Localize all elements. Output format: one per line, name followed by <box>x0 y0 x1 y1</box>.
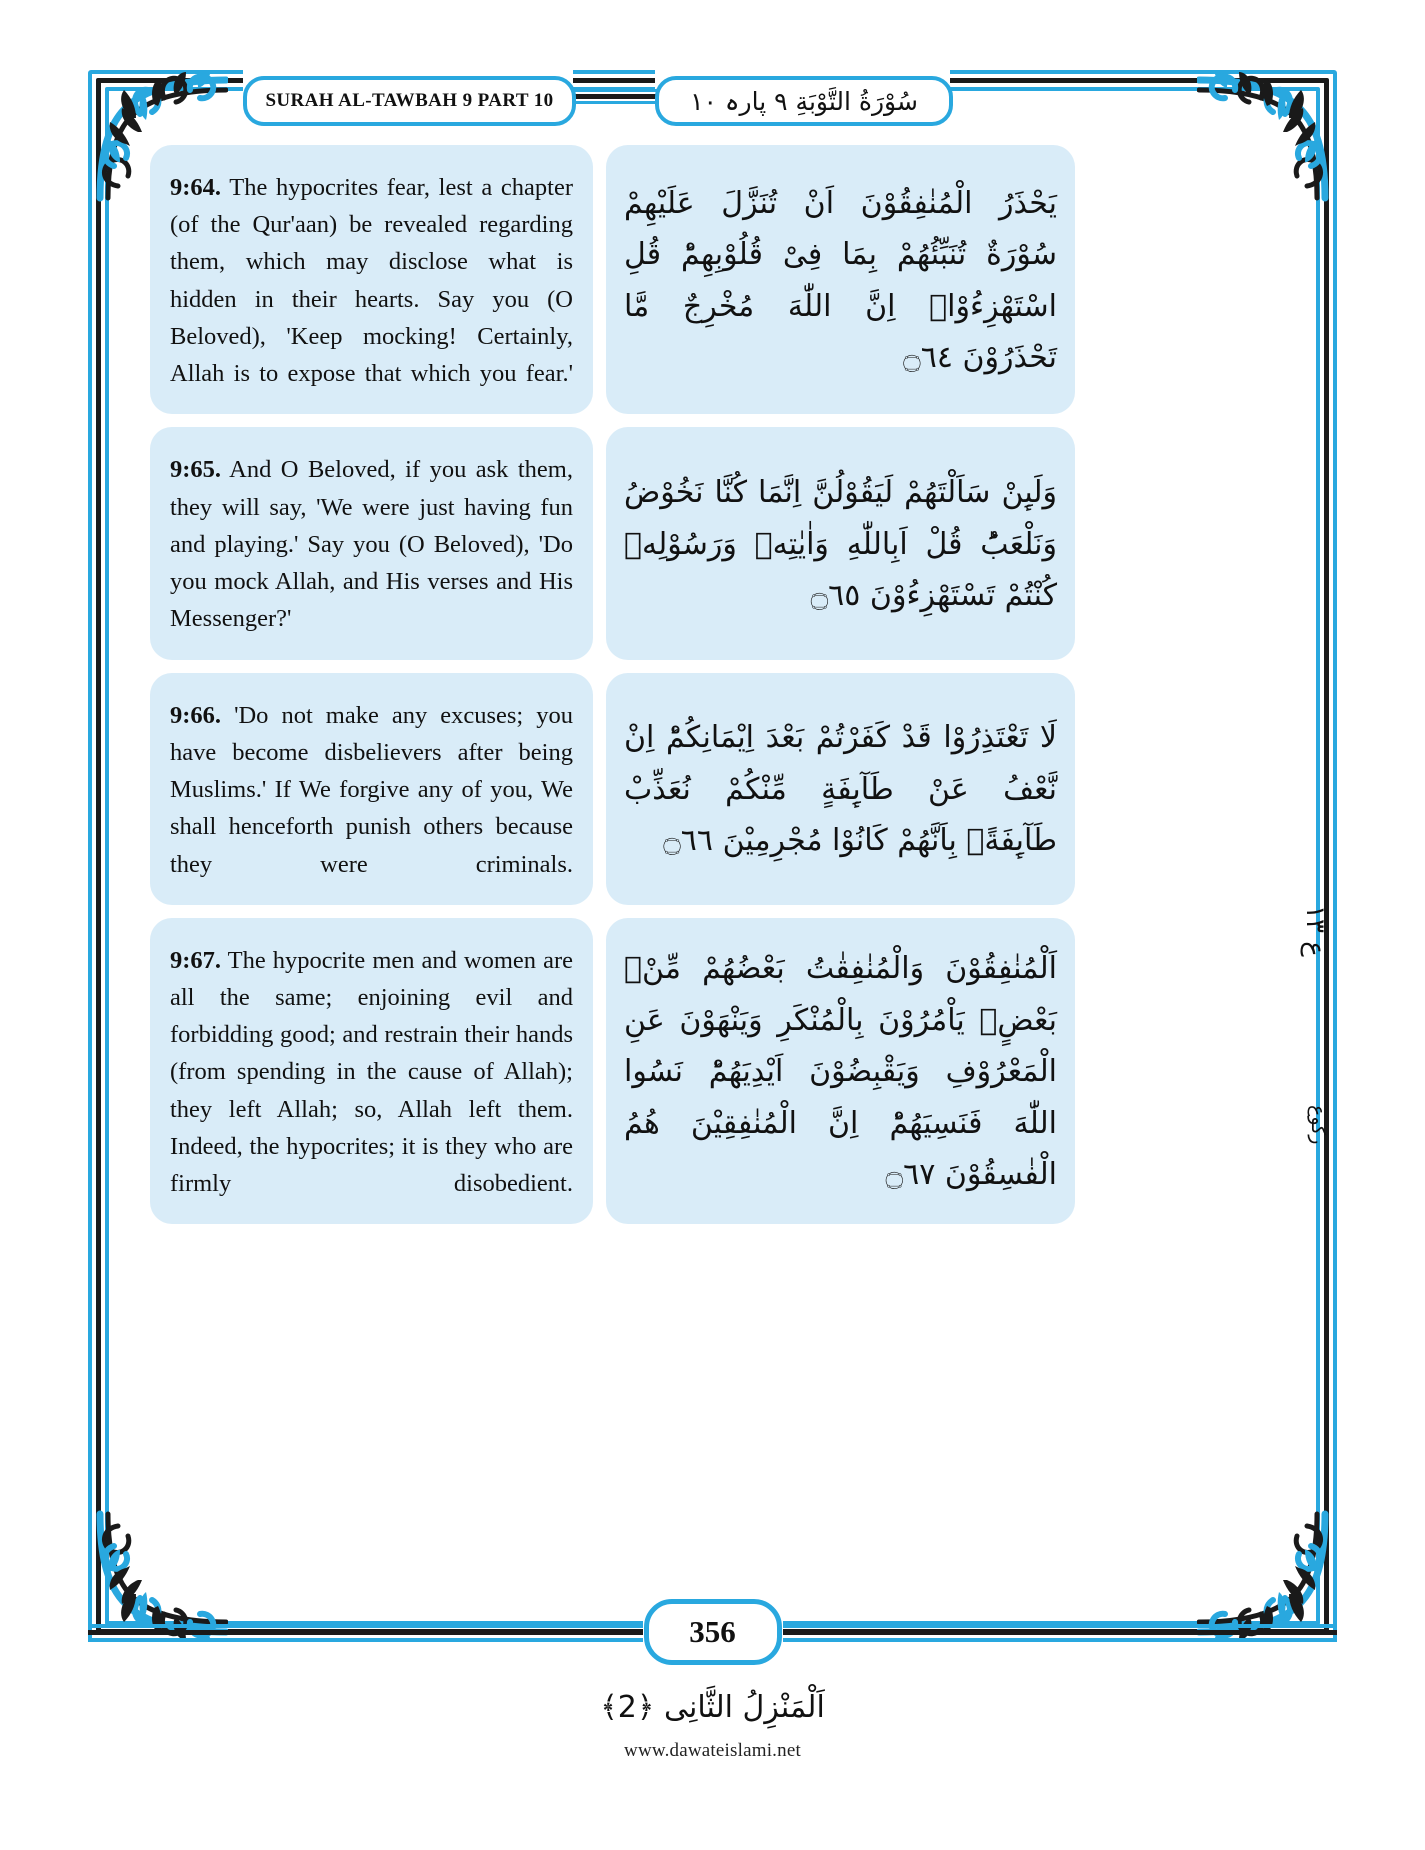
ruku-label: رکوع <box>1307 1105 1329 1145</box>
verse-arabic: اَلْمُنٰفِقُوْنَ وَالْمُنٰفِقٰتُ بَعْضُهُمْ مِّنْۢ بَعْضٍۘ يَاْمُرُوْنَ بِالْمُنْكَرِ وَيَنْهَوْنَ عَنِ الْمَعْرُوْفِ وَيَقْبِضُوْنَ اَيْدِيَهُمْؕ نَسُوا اللّٰهَ فَنَسِيَهُمْؕ اِنَّ الْمُنٰفِقِيْنَ هُمُ الْفٰسِقُوْنَ ۝٦٧ <box>624 951 1057 1193</box>
verse-number: 9:66. <box>170 701 222 729</box>
arabic-panel <box>606 145 1075 414</box>
surah-header-arabic <box>655 76 953 126</box>
arabic-panel <box>606 427 1075 659</box>
manzil-label: اَلْمَنْزِلُ الثَّانِی ﴿2﴾ <box>600 1690 825 1725</box>
verse-translation: The hypocrite men and women are all the same; enjoining evil and forbidding good; and restrain their hands (from spending in the cause of Allah); they left Allah; so, Allah left them. Indeed, the hypocrites; it is they who are firmly disobedient. <box>170 946 573 1198</box>
page-number-badge <box>644 1599 782 1665</box>
verse-arabic: وَلَىِٕنْ سَاَلْتَهُمْ لَيَقُوْلُنَّ اِنَّمَا كُنَّا نَخُوْضُ وَنَلْعَبُؕ قُلْ اَبِاللّٰهِ وَاٰيٰتِهٖ وَرَسُوْلِهٖ كُنْتُمْ تَسْتَهْزِءُوْنَ ۝٦٥ <box>624 475 1057 614</box>
arabic-panel <box>606 673 1075 905</box>
verse-arabic: يَحْذَرُ الْمُنٰفِقُوْنَ اَنْ تُنَزَّلَ عَلَيْهِمْ سُوْرَةٌ تُنَبِّئُهُمْ بِمَا فِیْ قُلُوْبِهِمْؕ قُلِ اسْتَهْزِءُوْاۚ اِنَّ اللّٰهَ مُخْرِجٌ مَّا تَحْذَرُوْنَ ۝٦٤ <box>624 185 1057 376</box>
website-label: www.dawateislami.net <box>624 1740 801 1761</box>
page-number: 356 <box>689 1614 736 1649</box>
verse-row <box>150 427 1075 659</box>
surah-header-english <box>243 76 576 126</box>
verse-number: 9:67. <box>170 946 222 974</box>
verse-translation: 'Do not make any excuses; you have become disbelievers after being Muslims.' If We forgive any of you, We shall henceforth punish others because they were criminals. <box>170 701 574 878</box>
arabic-panel <box>606 918 1075 1225</box>
header-connector-rule <box>560 89 668 105</box>
verse-translation: The hypocrites fear, lest a chapter (of the Qur'aan) be revealed regarding them, which may disclose what is hidden in their hearts. Say you (O Beloved), 'Keep mocking! Certainly, Allah is to expose that which you fear.' <box>170 174 573 388</box>
translation-panel <box>150 918 593 1225</box>
verse-number: 9:64. <box>170 174 222 201</box>
verse-list <box>150 145 1075 1224</box>
verse-row <box>150 145 1075 414</box>
verse-arabic: لَا تَعْتَذِرُوْا قَدْ كَفَرْتُمْ بَعْدَ اِيْمَانِكُمْؕ اِنْ نَّعْفُ عَنْ طَآىِٕفَةٍ مِّنْكُمْ نُعَذِّبْ طَآىِٕفَةًۢ بِاَنَّهُمْ كَانُوْا مُجْرِمِيْنَ ۝٦٦ <box>624 720 1057 859</box>
translation-panel <box>150 673 593 905</box>
surah-header-arabic-label: سُوْرَةُ التَّوْبَةِ ٩ پارہ ١٠ <box>690 86 918 116</box>
verse-translation: And O Beloved, if you ask them, they will say, 'We were just having fun and playing.' Say you (O Beloved), 'Do you mock Allah, and His verses and His Messenger?' <box>170 456 573 633</box>
surah-header-english-label: SURAH AL-TAWBAH 9 PART 10 <box>265 90 554 111</box>
ruku-marker: ع ١٣ <box>1300 905 1330 957</box>
verse-row <box>150 918 1075 1225</box>
verse-number: 9:65. <box>170 456 222 484</box>
translation-panel <box>150 145 593 414</box>
translation-panel <box>150 427 593 659</box>
verse-row <box>150 673 1075 905</box>
